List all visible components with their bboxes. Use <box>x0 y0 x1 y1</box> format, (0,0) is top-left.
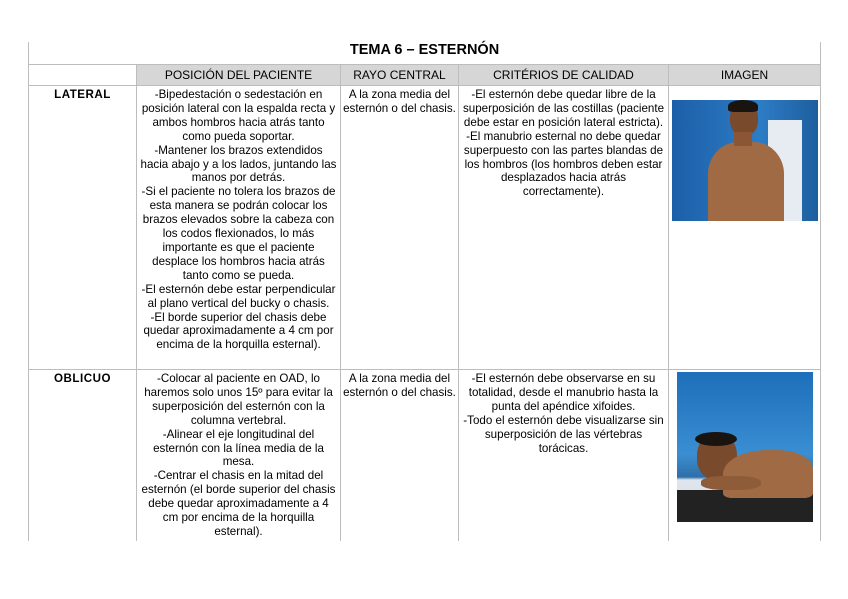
header-criterios: CRITÉRIOS DE CALIDAD <box>459 65 669 86</box>
oblique-patient-photo <box>677 372 813 522</box>
table-row-oblicuo <box>29 370 821 542</box>
header-rayo: RAYO CENTRAL <box>341 65 459 86</box>
imagen-cell <box>669 370 821 542</box>
posicion-cell <box>137 86 341 370</box>
posicion-item: -Centrar el chasis en la mitad del esternón (el borde superior del chasis debe quedar aproximadamente a 4 cm por encima de la horquilla esternal). <box>141 469 336 538</box>
criterio-item: -El manubrio esternal no debe quedar superpuesto con las partes blandas de los hombros (los hombros deben estar desplazados hacia atrás correctamente). <box>463 129 664 199</box>
header-row <box>29 65 821 86</box>
posicion-item: -Si el paciente no tolera los brazos de esta manera se podrán colocar los brazos elevados sobre la cabeza con los codos flexionados, lo más importante es que el paciente desplace los hombros hacia atrás tanto como se pueda. <box>141 185 336 282</box>
criterio-item: -El esternón debe quedar libre de la superposición de las costillas (paciente debe estar en posición lateral estricta). <box>462 88 665 129</box>
criterio-item: -El esternón debe observarse en su totalidad, desde el manubrio hasta la punta del apéndice xifoides. <box>468 372 659 413</box>
title-row <box>29 42 821 65</box>
posicion-item: -Alinear el eje longitudinal del esternón con la línea media de la mesa. <box>153 427 324 469</box>
header-imagen: IMAGEN <box>669 65 821 86</box>
rayo-cell: A la zona media del esternón o del chasis. <box>341 86 459 370</box>
criterio-item: -Todo el esternón debe visualizarse sin superposición de las vértebras torácicas. <box>463 413 664 455</box>
esternon-table <box>28 42 821 541</box>
page-title: TEMA 6 – ESTERNÓN <box>29 42 821 65</box>
posicion-item: -Bipedestación o sedestación en posición lateral con la espalda recta y ambos hombros hacia atrás tanto como pueda soportar. <box>141 88 336 143</box>
header-posicion: POSICIÓN DEL PACIENTE <box>137 65 341 86</box>
criterios-cell <box>459 370 669 542</box>
header-blank <box>29 65 137 86</box>
criterios-cell <box>459 86 669 370</box>
posicion-item: -El esternón debe estar perpendicular al plano vertical del bucky o chasis. <box>141 282 336 310</box>
row-label: OBLICUO <box>29 370 137 542</box>
table-row-lateral <box>29 86 821 370</box>
posicion-item: -Mantener los brazos extendidos hacia abajo y a los lados, juntando las manos por detrás. <box>140 143 337 185</box>
posicion-item: -El borde superior del chasis debe quedar aproximadamente a 4 cm por encima de la horquilla esternal). <box>143 310 334 352</box>
posicion-cell <box>137 370 341 542</box>
posicion-item: -Colocar al paciente en OAD, lo haremos solo unos 15º para evitar la superposición del esternón con la columna vertebral. <box>144 372 333 427</box>
imagen-cell <box>669 86 821 370</box>
rayo-cell: A la zona media del esternón o del chasis. <box>341 370 459 542</box>
row-label: LATERAL <box>29 86 137 370</box>
lateral-patient-photo <box>672 100 818 221</box>
